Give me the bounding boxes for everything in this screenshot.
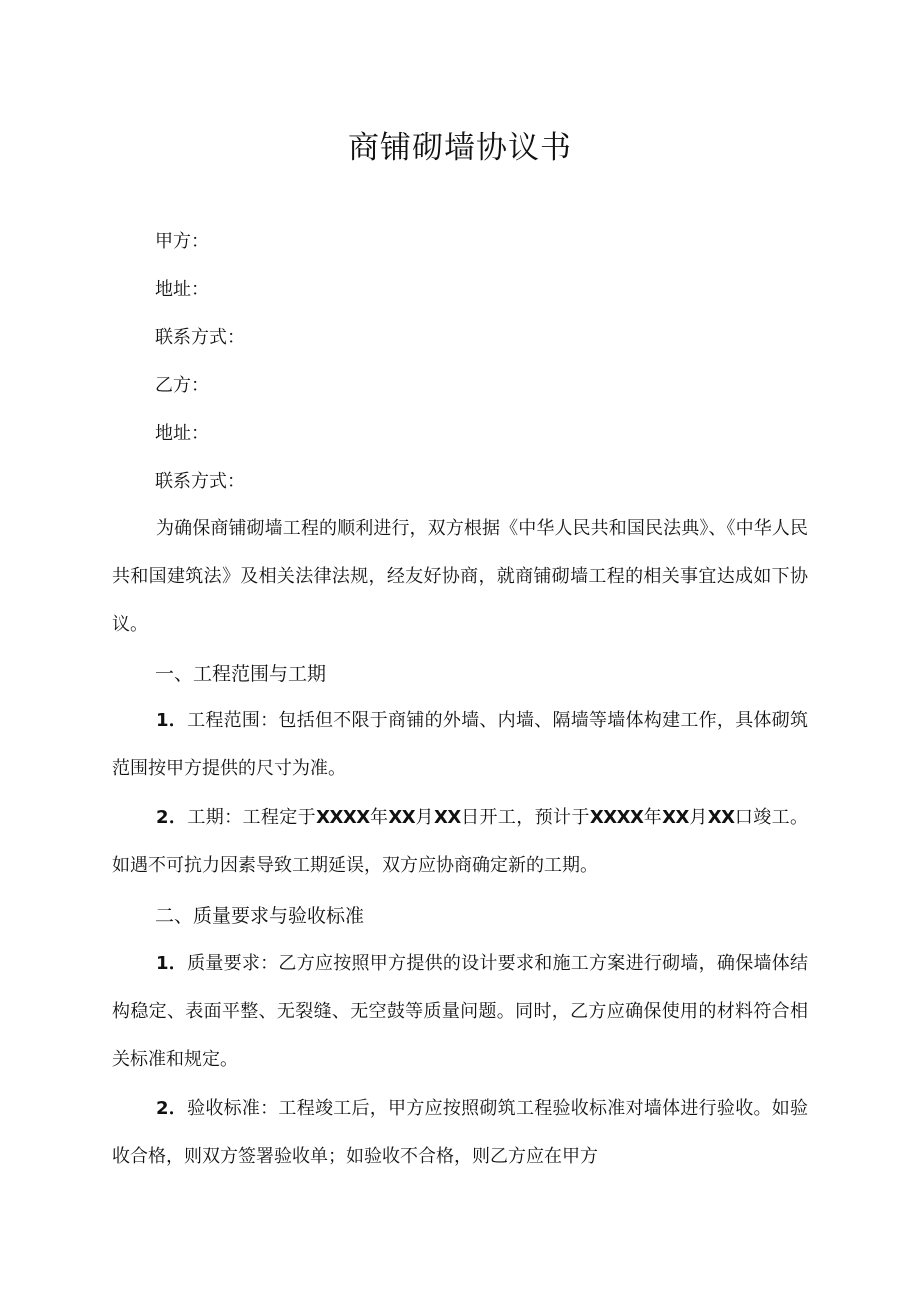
party-b-contact-label: 联系方式： [155, 471, 245, 492]
section2-item1-number: 1． [156, 953, 188, 974]
party-a-address-label: 地址： [155, 279, 209, 300]
section2-item1-text: 质量要求：乙方应按照甲方提供的设计要求和施工方案进行砌墙，确保墙体结构稳定、表面平整、无裂缝、无空鼓等质量问题。同时，乙方应确保使用的材料符合相关标准和规定。 [112, 953, 809, 1070]
section1-item2-seg7: 口竣工。如遇不可抗力因素导致工期延误，双方应协商确定新的工期。 [112, 807, 809, 876]
section1-item2-seg1: 工期：工程定于 [187, 807, 317, 828]
end-month-placeholder: XX [662, 807, 689, 828]
party-a-contact-label: 联系方式： [155, 327, 245, 348]
section1-item1-text: 工程范围：包括但不限于商铺的外墙、内墙、隔墙等墙体构建工作，具体砌筑范围按甲方提供的尺寸为准。 [112, 710, 809, 779]
party-a-label: 甲方： [155, 231, 209, 252]
party-b-address-label: 地址： [155, 423, 209, 444]
section1-item2-seg6: 月 [688, 807, 708, 828]
document-title: 商铺砌墙协议书 [348, 130, 572, 166]
end-year-placeholder: XXXX [589, 807, 644, 828]
section1-item1-number: 1． [156, 710, 188, 731]
start-day-placeholder: XX [433, 807, 461, 828]
end-day-placeholder: XX [707, 807, 735, 828]
section1-item2-seg4: 日开工，预计于 [460, 807, 590, 828]
section1-item2-seg3: 月 [415, 807, 434, 828]
section1-item2-seg2: 年 [369, 807, 389, 828]
section1-item2 [112, 794, 808, 890]
section2-item2-number: 2． [156, 1098, 188, 1119]
section1-heading: 一、工程范围与工期 [155, 663, 327, 685]
party-b-label: 乙方： [155, 375, 209, 396]
section1-item2-number: 2． [156, 807, 188, 828]
section1-item2-seg5: 年 [643, 807, 663, 828]
section2-item1 [112, 940, 808, 1084]
start-year-placeholder: XXXX [316, 807, 370, 828]
section2-item2-text: 验收标准：工程竣工后，甲方应按照砌筑工程验收标准对墙体进行验收。如验收合格，则双方签署验收单；如验收不合格，则乙方应在甲方 [112, 1098, 809, 1167]
section1-item1 [112, 697, 808, 793]
start-month-placeholder: XX [388, 807, 416, 828]
intro-paragraph: 为确保商铺砌墙工程的顺利进行，双方根据《中华人民共和国民法典》、《中华人民共和国建筑法》及相关法律法规，经友好协商，就商铺砌墙工程的相关事宜达成如下协议。 [112, 518, 808, 635]
section2-item2 [112, 1085, 808, 1181]
section2-heading: 二、质量要求与验收标准 [155, 905, 365, 927]
